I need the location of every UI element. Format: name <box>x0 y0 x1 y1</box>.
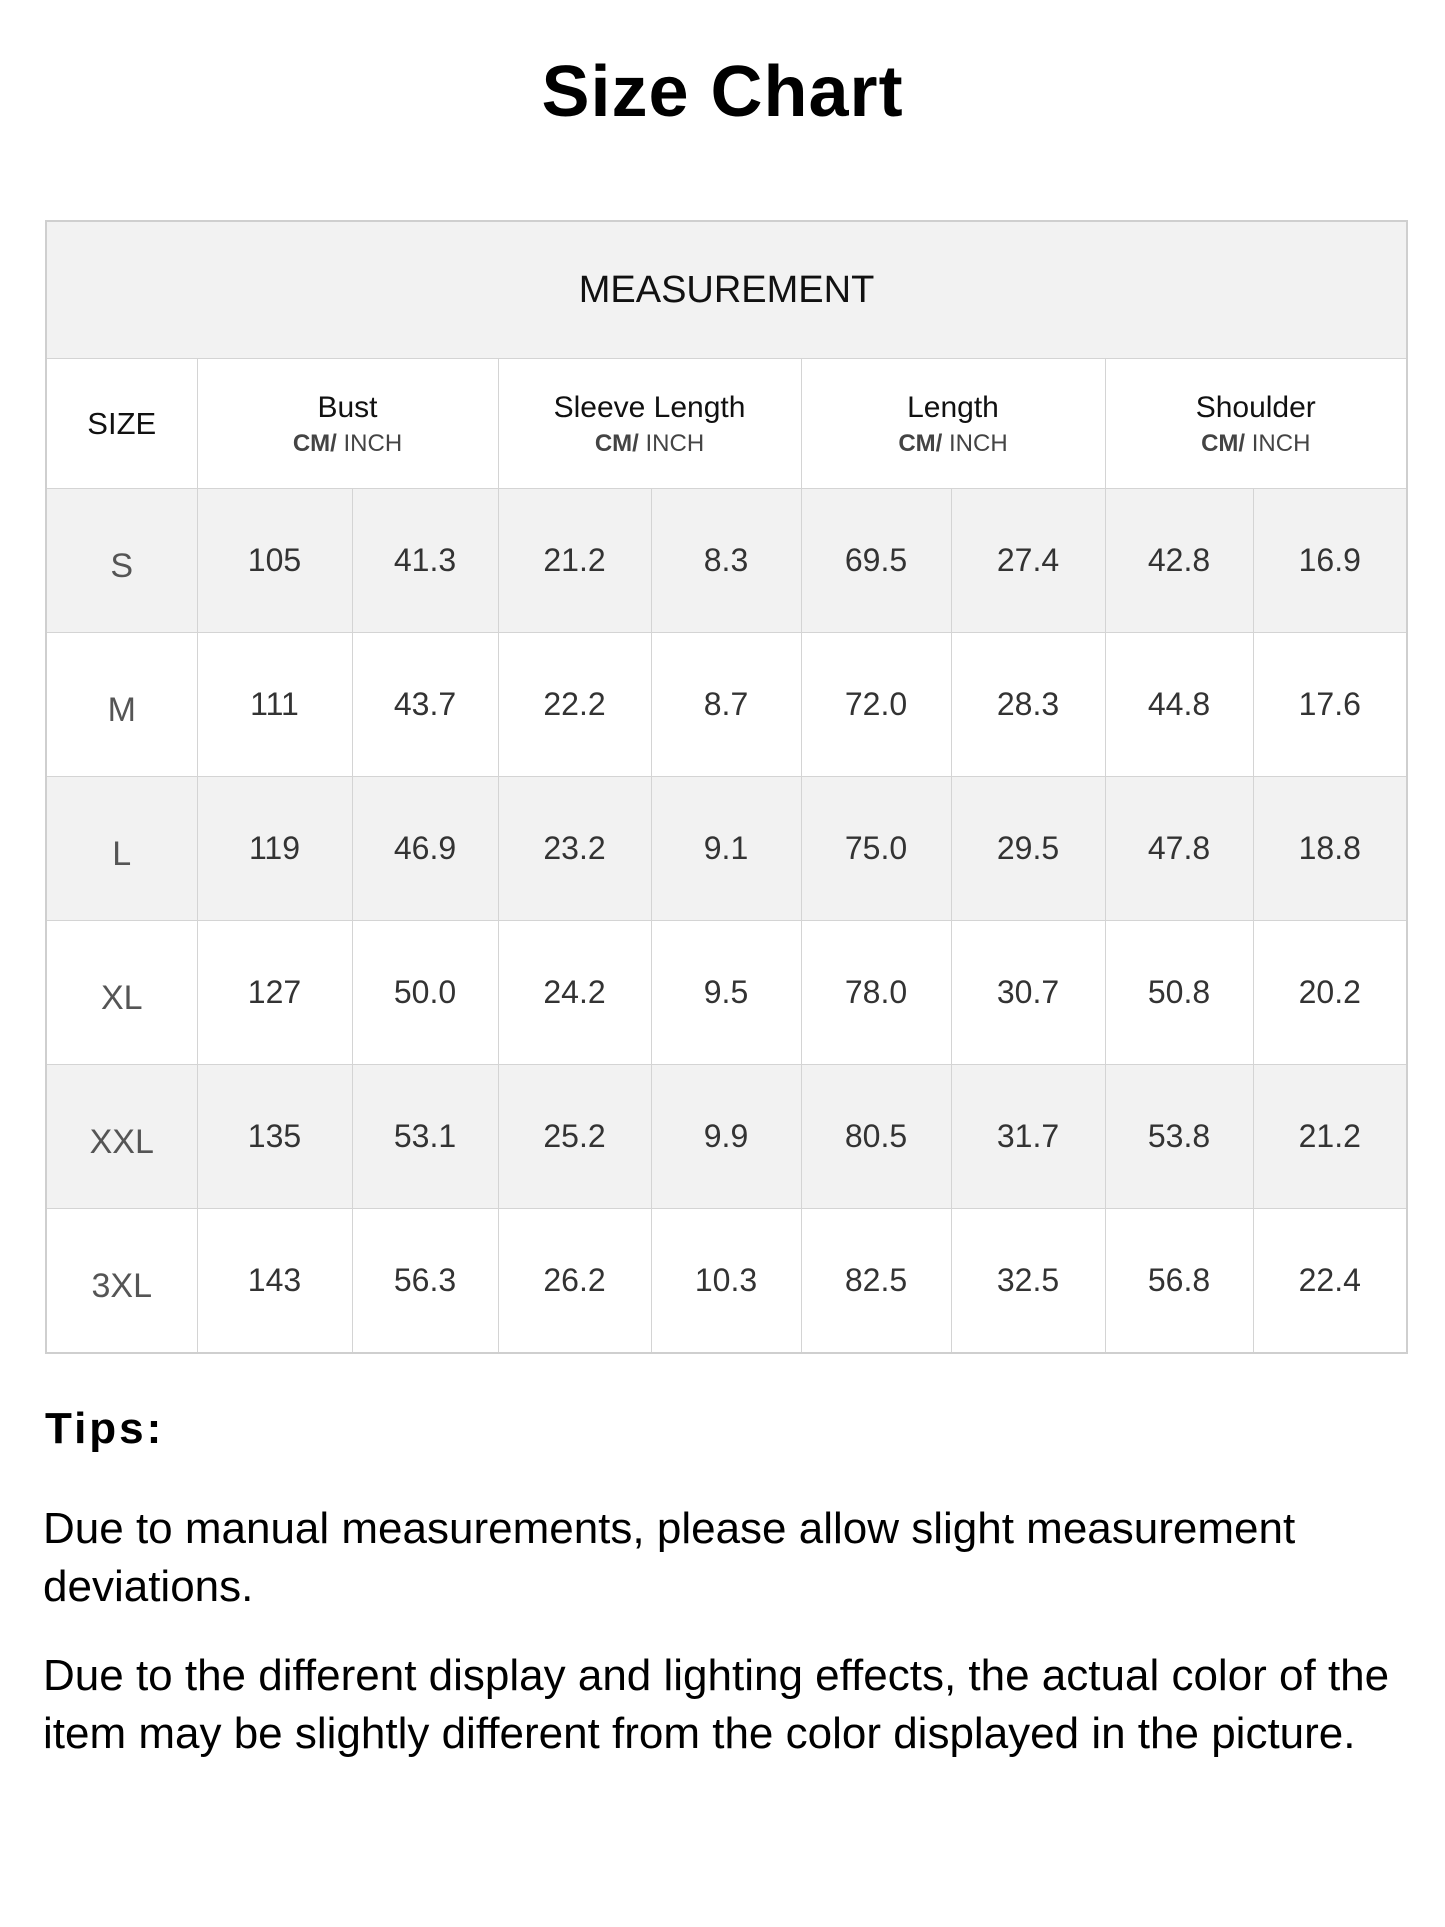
shoulder-cm-cell: 56.8 <box>1105 1209 1253 1354</box>
size-cell: 3XL <box>46 1209 197 1354</box>
shoulder-inch-cell: 18.8 <box>1253 777 1407 921</box>
sleeve-inch-cell: 9.1 <box>651 777 801 921</box>
bust-cm-cell: 119 <box>197 777 352 921</box>
column-name: Sleeve Length <box>553 390 746 424</box>
shoulder-inch-cell: 20.2 <box>1253 921 1407 1065</box>
length-inch-cell: 29.5 <box>951 777 1105 921</box>
page-title: Size Chart <box>541 52 904 132</box>
length-cm-cell: 78.0 <box>801 921 951 1065</box>
bust-inch-cell: 43.7 <box>352 633 498 777</box>
shoulder-cm-cell: 53.8 <box>1105 1065 1253 1209</box>
bust-cm-cell: 127 <box>197 921 352 1065</box>
sleeve-length-column-header <box>498 359 801 489</box>
size-cell: M <box>46 633 197 777</box>
tips-heading: Tips: <box>45 1404 165 1453</box>
sleeve-inch-cell: 8.3 <box>651 489 801 633</box>
table-row <box>46 777 1407 921</box>
length-cm-cell: 75.0 <box>801 777 951 921</box>
bust-column-header <box>197 359 498 489</box>
bust-inch-cell: 46.9 <box>352 777 498 921</box>
tip-text: Due to the different display and lighting effects, the actual color of the item may be slightly different from the color displayed in the picture. <box>43 1651 1390 1758</box>
bust-cm-cell: 105 <box>197 489 352 633</box>
column-unit: CM/ INCH <box>292 429 403 457</box>
sleeve-cm-cell: 22.2 <box>498 633 651 777</box>
column-header-row <box>46 359 1407 489</box>
bust-inch-cell: 50.0 <box>352 921 498 1065</box>
column-name: Length <box>907 390 999 424</box>
measurement-header: MEASUREMENT <box>46 221 1407 359</box>
sleeve-inch-cell: 9.9 <box>651 1065 801 1209</box>
shoulder-cm-cell: 44.8 <box>1105 633 1253 777</box>
length-cm-cell: 72.0 <box>801 633 951 777</box>
table-row <box>46 1065 1407 1209</box>
length-inch-cell: 30.7 <box>951 921 1105 1065</box>
length-cm-cell: 80.5 <box>801 1065 951 1209</box>
length-cm-cell: 69.5 <box>801 489 951 633</box>
shoulder-cm-cell: 42.8 <box>1105 489 1253 633</box>
sleeve-inch-cell: 10.3 <box>651 1209 801 1354</box>
column-unit: CM/ INCH <box>898 429 1008 457</box>
column-unit: CM/ INCH <box>594 429 705 457</box>
tip-text: Due to manual measurements, please allow slight measurement deviations. <box>43 1504 1296 1611</box>
table-row <box>46 489 1407 633</box>
shoulder-inch-cell: 16.9 <box>1253 489 1407 633</box>
length-inch-cell: 31.7 <box>951 1065 1105 1209</box>
table-row <box>46 921 1407 1065</box>
shoulder-cm-cell: 47.8 <box>1105 777 1253 921</box>
length-cm-cell: 82.5 <box>801 1209 951 1354</box>
bust-inch-cell: 53.1 <box>352 1065 498 1209</box>
bust-inch-cell: 56.3 <box>352 1209 498 1354</box>
sleeve-inch-cell: 8.7 <box>651 633 801 777</box>
sleeve-cm-cell: 26.2 <box>498 1209 651 1354</box>
size-cell: XL <box>46 921 197 1065</box>
column-unit: CM/ INCH <box>1201 429 1311 457</box>
column-name: Bust <box>317 390 378 424</box>
shoulder-inch-cell: 17.6 <box>1253 633 1407 777</box>
length-column-header <box>801 359 1105 489</box>
bust-cm-cell: 111 <box>197 633 352 777</box>
bust-inch-cell: 41.3 <box>352 489 498 633</box>
length-inch-cell: 28.3 <box>951 633 1105 777</box>
length-inch-cell: 32.5 <box>951 1209 1105 1354</box>
shoulder-column-header <box>1105 359 1407 489</box>
size-cell: S <box>46 489 197 633</box>
shoulder-inch-cell: 22.4 <box>1253 1209 1407 1354</box>
shoulder-inch-cell: 21.2 <box>1253 1065 1407 1209</box>
size-cell: L <box>46 777 197 921</box>
sleeve-cm-cell: 25.2 <box>498 1065 651 1209</box>
size-column-header: SIZE <box>46 359 197 489</box>
column-name: Shoulder <box>1195 390 1316 424</box>
bust-cm-cell: 135 <box>197 1065 352 1209</box>
table-row <box>46 633 1407 777</box>
sleeve-inch-cell: 9.5 <box>651 921 801 1065</box>
size-cell: XXL <box>46 1065 197 1209</box>
sleeve-cm-cell: 24.2 <box>498 921 651 1065</box>
bust-cm-cell: 143 <box>197 1209 352 1354</box>
length-inch-cell: 27.4 <box>951 489 1105 633</box>
shoulder-cm-cell: 50.8 <box>1105 921 1253 1065</box>
sleeve-cm-cell: 23.2 <box>498 777 651 921</box>
size-chart-table <box>45 220 1408 1354</box>
table-row <box>46 1209 1407 1354</box>
sleeve-cm-cell: 21.2 <box>498 489 651 633</box>
